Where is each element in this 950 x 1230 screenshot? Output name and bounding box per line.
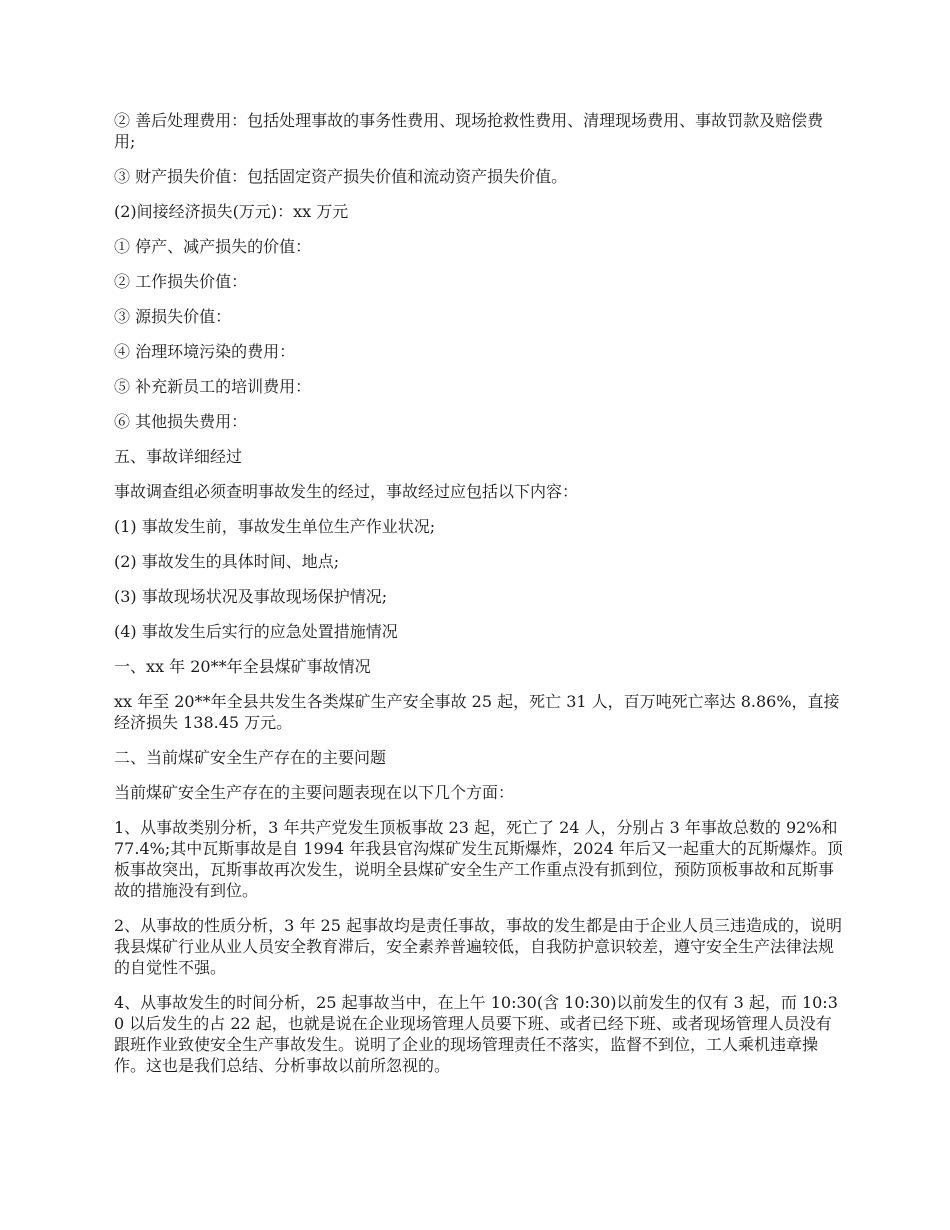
list-item-time-place: (2) 事故发生的具体时间、地点; — [114, 552, 340, 571]
document-page — [114, 110, 844, 1090]
paragraph-nature-analysis: 2、从事故的性质分析，3 年 25 起事故均是责任事故，事故的发生都是由于企业人员三违造成的，说明我县煤矿行业从业人员安全教育滞后，安全素养普遍较低，自我防护意识较差，遵守安全生产法律法规的自觉性不强。 — [114, 916, 842, 977]
paragraph-property-loss: ③ 财产损失价值：包括固定资产损失价值和流动资产损失价值。 — [114, 167, 568, 186]
section-heading-accident-details: 五、事故详细经过 — [114, 447, 243, 466]
paragraph-problems-intro: 当前煤矿安全生产存在的主要问题表现在以下几个方面： — [114, 783, 515, 802]
list-item-other-cost: ⑥ 其他损失费用： — [114, 412, 248, 431]
section-heading-main-problems: 二、当前煤矿安全生产存在的主要问题 — [114, 748, 387, 767]
list-item-scene-status: (3) 事故现场状况及事故现场保护情况; — [114, 587, 388, 606]
paragraph-aftermath-costs: ② 善后处理费用：包括处理事故的事务性费用、现场抢救性费用、清理现场费用、事故罚款及赔偿费用; — [114, 111, 824, 151]
list-item-work-loss: ② 工作损失价值： — [114, 272, 248, 291]
section-heading-county-accidents: 一、xx 年 20**年全县煤矿事故情况 — [114, 657, 371, 676]
paragraph-accident-statistics: xx 年至 20**年全县共发生各类煤矿生产安全事故 25 起，死亡 31 人，百万吨死亡率达 8.86%，直接经济损失 138.45 万元。 — [114, 692, 840, 732]
list-item-resource-loss: ③ 源损失价值： — [114, 307, 232, 326]
list-item-before-accident: (1) 事故发生前，事故发生单位生产作业状况; — [114, 517, 436, 536]
list-item-emergency-measures: (4) 事故发生后实行的应急处置措施情况 — [114, 622, 398, 641]
paragraph-time-analysis: 4、从事故发生的时间分析，25 起事故当中，在上午 10:30(含 10:30)以前发生的仅有 3 起，而 10:30 以后发生的占 22 起，也就是说在企业现场管理人员要下班、或者已经下班、或者现场管理人员没有跟班作业致使安全生产事故发生。说明了企业的现场管理责任不落实，监督不到位，工人乘机违章操作。这也是我们总结、分析事故以前所忽视的。 — [114, 993, 838, 1075]
list-item-pollution-cost: ④ 治理环境污染的费用： — [114, 342, 296, 361]
list-item-training-cost: ⑤ 补充新员工的培训费用： — [114, 377, 312, 396]
paragraph-indirect-loss: (2)间接经济损失(万元)：xx 万元 — [114, 202, 349, 221]
paragraph-investigation-intro: 事故调查组必须查明事故发生的经过，事故经过应包括以下内容： — [114, 482, 579, 501]
paragraph-category-analysis: 1、从事故类别分析，3 年共产党发生顶板事故 23 起，死亡了 24 人，分别占 3 年事故总数的 92%和 77.4%;其中瓦斯事故是自 1994 年我县官沟煤矿发生瓦斯爆炸，2024 年后又一起重大的瓦斯爆炸。顶板事故突出，瓦斯事故再次发生，说明全县煤矿安全生产工作重点没有抓到位，预防顶板事故和瓦斯事故的措施没有到位。 — [114, 818, 843, 900]
list-item-production-loss: ① 停产、减产损失的价值： — [114, 237, 312, 256]
